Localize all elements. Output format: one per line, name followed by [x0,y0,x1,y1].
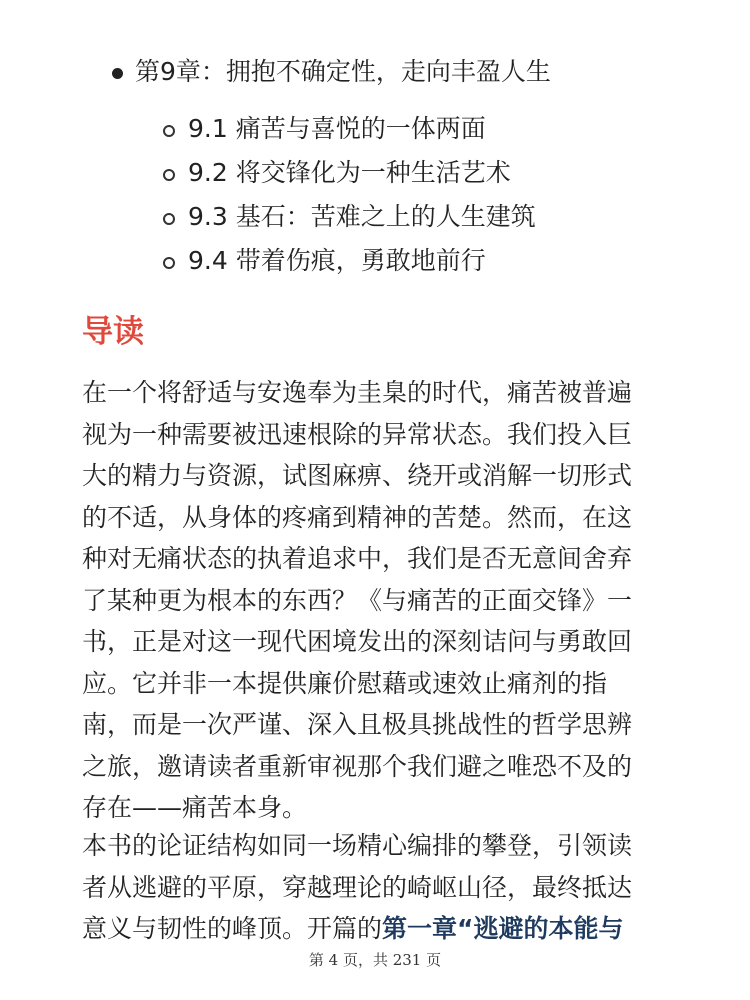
emphasized-text: 第一章“逃避的本能与 [382,914,624,943]
hollow-bullet-icon [163,213,175,225]
section-heading: 导读 [82,314,144,350]
hollow-bullet-icon [163,257,175,269]
toc-section-list [0,108,750,284]
paragraph-line: 应。它并非一本提供廉价慰藉或速效止痛剂的指 [82,668,608,698]
toc-section-label: 9.4 带着伤痕，勇敢地前行 [188,246,486,275]
toc-section-item[interactable] [0,152,750,196]
paragraph-line: 大的精力与资源，试图麻痹、绕开或消解一切形式 [82,461,633,490]
paragraph-line: 本书的论证结构如同一场精心编排的攀登，引领读 [82,831,633,860]
toc-section-label: 9.1 痛苦与喜悦的一体两面 [188,114,486,143]
paragraph-line [82,908,672,950]
page-number-footer: 第 4 页，共 231 页 [308,951,442,969]
paragraph-line: 者从逃避的平原，穿越理论的崎岖山径，最终抵达 [82,872,633,902]
paragraph-line: 书，正是对这一现代困境发出的深刻诘问与勇敢回 [82,627,633,656]
intro-paragraph [82,372,672,829]
toc-section-label: 9.2 将交锋化为一种生活艺术 [188,158,511,187]
toc-section-item[interactable] [0,196,750,240]
paragraph-line: 种对无痛状态的执着追求中，我们是否无意间舍弃 [82,544,633,573]
paragraph-text: 意义与韧性的峰顶。开篇的 [82,914,383,943]
toc-section-item[interactable] [0,108,750,152]
hollow-bullet-icon [163,169,175,181]
toc-chapter-label: 第9章：拥抱不确定性，走向丰盈人生 [135,57,551,86]
hollow-bullet-icon [163,125,175,137]
paragraph-line: 存在——痛苦本身。 [82,793,308,822]
toc-section-label: 9.3 基石：苦难之上的人生建筑 [188,202,536,231]
bullet-icon [112,68,123,79]
intro-paragraph [82,825,672,950]
toc-section-item[interactable] [0,240,750,284]
paragraph-line: 之旅，邀请读者重新审视那个我们避之唯恐不及的 [82,751,633,781]
paragraph-line: 了某种更为根本的东西？《与痛苦的正面交锋》一 [82,585,633,615]
paragraph-line: 视为一种需要被迅速根除的异常状态。我们投入巨 [82,419,633,449]
toc-chapter-item[interactable] [0,52,750,92]
paragraph-line: 在一个将舒适与安逸奉为圭臬的时代，痛苦被普遍 [82,378,633,407]
paragraph-line: 南，而是一次严谨、深入且极具挑战性的哲学思辨 [82,710,633,739]
table-of-contents [0,52,750,284]
paragraph-line: 的不适，从身体的疼痛到精神的苦楚。然而，在这 [82,502,633,532]
